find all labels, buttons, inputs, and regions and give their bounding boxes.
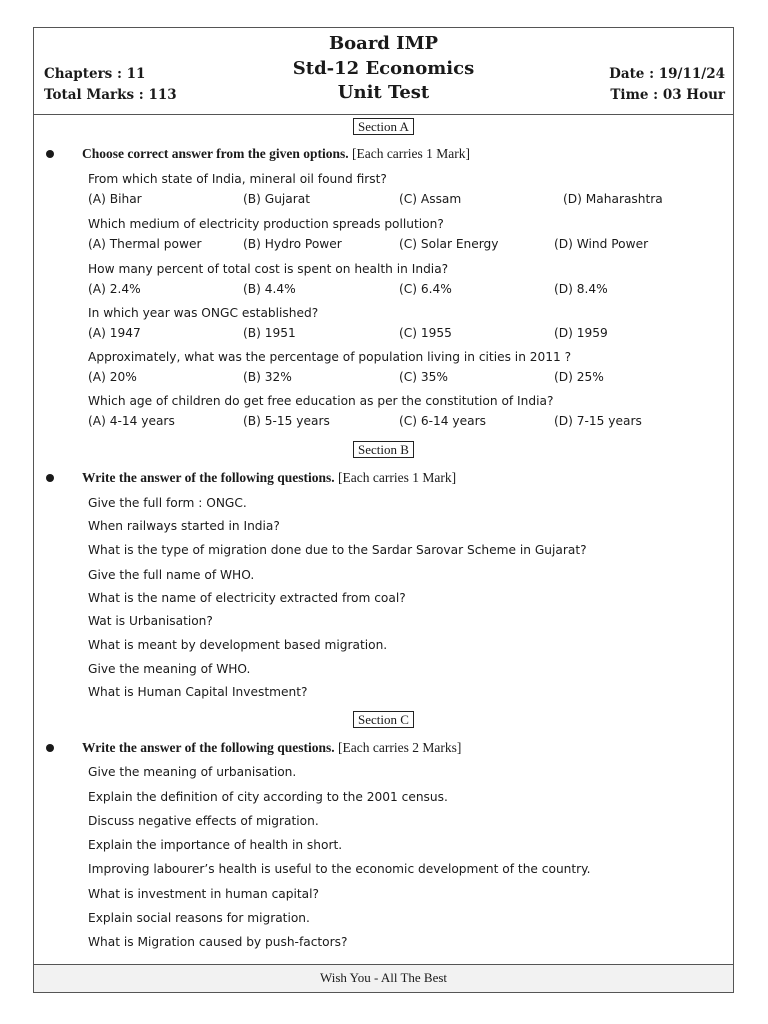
mcq-option: (B) Gujarat [243,192,311,206]
long-question: Discuss negative effects of migration. [88,814,319,828]
mcq-option: (B) Hydro Power [243,237,342,251]
section-a-instruction-text: Choose correct answer from the given options. [82,146,349,161]
question-paper [33,27,734,993]
section-c-label [34,711,733,729]
mcq-option: (D) 1959 [554,326,608,340]
short-question: Give the full form : ONGC. [88,496,247,510]
section-a-label [34,118,733,136]
board-title: Board IMP [328,33,439,54]
mcq-options [88,368,688,386]
mcq-option: (D) 25% [554,370,604,384]
section-b-instruction-text: Write the answer of the following questions. [82,470,335,485]
mcq-option: (D) 7-15 years [554,414,642,428]
section-b-instruction [46,468,456,488]
short-question: What is meant by development based migration. [88,638,388,652]
mcq-options [88,190,688,208]
long-question: Explain social reasons for migration. [88,911,310,925]
section-b-label [34,441,733,459]
mcq-question: Which medium of electricity production spreads pollution? [88,217,444,231]
bullet-icon [46,150,54,158]
section-b-label-text: Section B [353,441,414,458]
short-question: Wat is Urbanisation? [88,614,213,628]
mcq-option: (B) 4.4% [243,282,296,296]
mcq-option: (D) 8.4% [554,282,608,296]
mcq-option: (A) 4-14 years [88,414,175,428]
mcq-option: (D) Maharashtra [563,192,663,206]
short-question: Give the meaning of WHO. [88,662,251,676]
mcq-option: (B) 32% [243,370,292,384]
short-question: What is the type of migration done due to the Sardar Sarovar Scheme in Gujarat? [88,543,587,557]
mcq-option: (A) 20% [88,370,137,384]
mcq-options [88,280,688,298]
total-marks-info: Total Marks : 113 [44,87,177,103]
section-c-label-text: Section C [353,711,414,728]
mcq-option: (C) 1955 [399,326,452,340]
long-question: Give the meaning of urbanisation. [88,765,297,779]
footer-message: Wish You - All The Best [34,964,733,992]
date-info: Date : 19/11/24 [609,66,725,82]
long-question: Improving labourer’s health is useful to the economic development of the country. [88,862,591,876]
section-a-marks-note: [Each carries 1 Mark] [351,146,471,161]
mcq-question: Approximately, what was the percentage of population living in cities in 2011 ? [88,350,572,364]
mcq-option: (C) 6.4% [399,282,452,296]
mcq-question: In which year was ONGC established? [88,306,319,320]
subject-title: Std-12 Economics [292,58,475,79]
mcq-option: (A) Thermal power [88,237,202,251]
short-question: When railways started in India? [88,519,280,533]
long-question: What is investment in human capital? [88,887,319,901]
mcq-option: (D) Wind Power [554,237,649,251]
long-question: Explain the definition of city according to the 2001 census. [88,790,448,804]
chapters-info: Chapters : 11 [44,66,146,82]
mcq-option: (B) 5-15 years [243,414,330,428]
mcq-options [88,235,688,253]
mcq-options [88,412,688,430]
section-a-label-text: Section A [353,118,414,135]
section-c-instruction-text: Write the answer of the following questions. [82,740,335,755]
mcq-options [88,324,688,342]
long-question: Explain the importance of health in short. [88,838,343,852]
paper-header [34,28,733,115]
mcq-option: (C) Solar Energy [399,237,499,251]
bullet-icon [46,744,54,752]
mcq-question: How many percent of total cost is spent on health in India? [88,262,449,276]
mcq-option: (A) Bihar [88,192,142,206]
bullet-icon [46,474,54,482]
short-question: What is Human Capital Investment? [88,685,308,699]
short-question: What is the name of electricity extracted from coal? [88,591,406,605]
time-info: Time : 03 Hour [610,87,725,103]
mcq-option: (A) 2.4% [88,282,141,296]
test-title: Unit Test [337,82,430,103]
section-c-instruction [46,738,461,758]
section-c-marks-note: [Each carries 2 Marks] [338,740,462,755]
mcq-option: (A) 1947 [88,326,141,340]
short-question: Give the full name of WHO. [88,568,255,582]
long-question: What is Migration caused by push-factors? [88,935,348,949]
section-a-instruction [46,144,470,164]
mcq-option: (C) 6-14 years [399,414,486,428]
mcq-question: Which age of children do get free education as per the constitution of India? [88,394,554,408]
mcq-option: (C) 35% [399,370,448,384]
mcq-question: From which state of India, mineral oil found first? [88,172,387,186]
mcq-option: (B) 1951 [243,326,296,340]
section-b-marks-note: [Each carries 1 Mark] [338,470,457,485]
mcq-option: (C) Assam [399,192,462,206]
